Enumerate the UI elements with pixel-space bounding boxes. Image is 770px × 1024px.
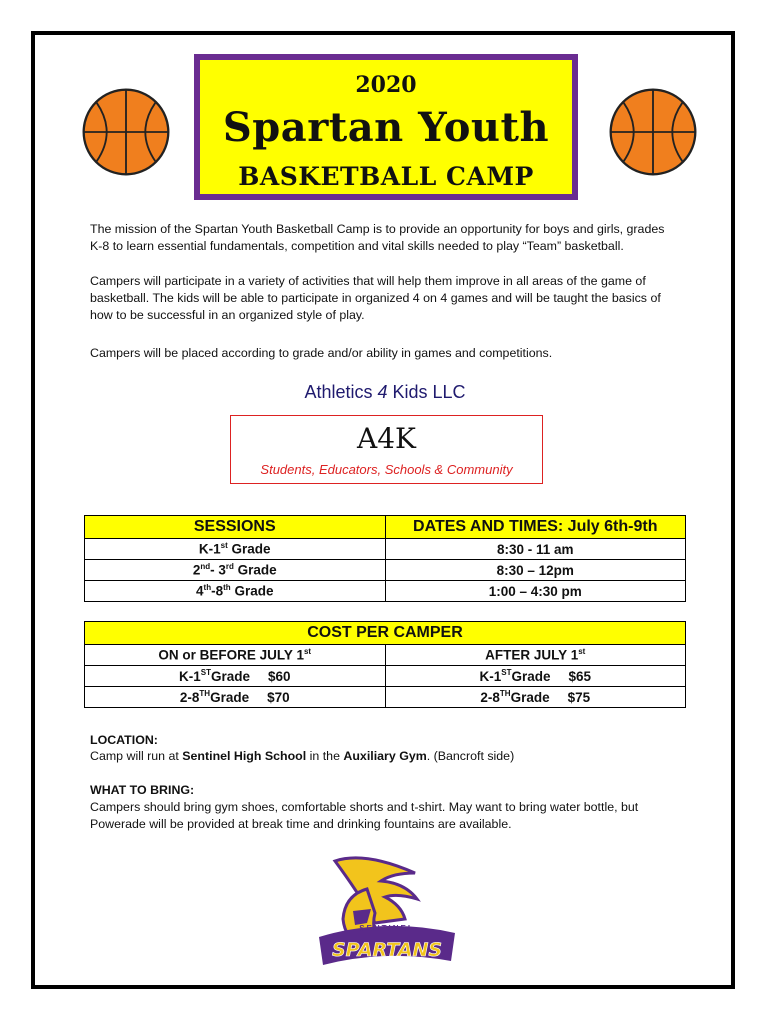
location-text-part: . (Bancroft side) [426,749,515,763]
grade-text: 2 [192,562,201,578]
grade-suffix: nd [200,562,211,572]
price-cell [85,666,386,687]
table-row [85,581,686,602]
title-banner [194,54,578,200]
date-suffix: st [578,647,586,657]
cost-column-label: AFTER JULY 1 [485,647,579,663]
location-text-part: Camp will run at [90,749,183,763]
price-value: $75 [567,689,591,705]
basketball-icon [607,86,699,178]
sponsor-heading-text: Athletics [304,382,378,402]
location-text-part: in the [306,749,344,763]
grade-text: Grade [210,689,250,705]
logo-top-text: SENTINEL [359,924,415,933]
location-gym: Auxiliary Gym [343,749,427,763]
table-row [85,666,686,687]
grade-suffix: th [223,583,231,593]
grade-text: K-1 [198,541,221,557]
cost-column-header [85,645,386,666]
bring-label: WHAT TO BRING: [90,783,195,797]
cost-column-label: ON or BEFORE JULY 1 [158,647,304,663]
sponsor-heading-text: Kids LLC [387,382,466,402]
sponsor-tagline: Students, Educators, Schools & Community [260,462,513,477]
grade-text: Grade [511,668,551,684]
grade-suffix: ST [200,668,211,678]
time-cell: 8:30 - 11 am [385,539,686,560]
spartans-logo [305,853,465,971]
sponsor-heading-number: 4 [377,382,388,402]
date-suffix: st [303,647,312,657]
price-value: $70 [267,689,290,705]
cost-column-header [385,645,686,666]
table-row [85,645,686,666]
location-school: Sentinel High School [182,749,307,763]
grade-text: Grade [210,668,250,684]
mission-paragraph: The mission of the Spartan Youth Basketball Camp is to provide an opportunity for boys and girls, grades K-8 to learn essential fundamentals, competition and vital skills needed to play “Team” basketball. [90,222,665,253]
price-cell [385,666,686,687]
table-header-row [85,622,686,645]
grade-suffix: TH [499,689,511,699]
table-row [85,687,686,708]
location-label: LOCATION: [90,733,158,747]
sessions-table [84,515,686,602]
price-value: $60 [268,668,291,684]
sponsor-logo: A4K [357,422,416,455]
activities-paragraph: Campers will participate in a variety of activities that will help them improve in all areas of the game of basketball. The kids will be able to participate in organized 4 on 4 games and will be taught the basics of how to be successful in an organized style of play. [90,274,661,322]
grade-text: -8 [211,583,224,599]
table-row [85,539,686,560]
cost-table [84,621,686,708]
sessions-header: SESSIONS [85,516,386,539]
grade-text: 2-8 [480,689,500,705]
dates-header: DATES AND TIMES: July 6th-9th [385,516,686,539]
grade-text: 4 [196,583,204,599]
grade-text: - 3 [210,562,226,578]
page-title: Spartan Youth [222,104,550,151]
grade-suffix: th [203,583,212,593]
price-cell [85,687,386,708]
grade-suffix: ST [501,668,512,678]
location-text [90,748,670,765]
grade-text: Grade [510,689,550,705]
page-subtitle: BASKETBALL CAMP [238,162,534,191]
grade-text: K-1 [479,668,502,684]
grade-text: 2-8 [179,689,200,705]
table-header-row [85,516,686,539]
bring-text: Campers should bring gym shoes, comfortable shorts and t-shirt. May want to bring water bottle, but Powerade will be provided at break time and drinking fountains are available. [90,800,639,831]
time-cell: 8:30 – 12pm [385,560,686,581]
placement-paragraph: Campers will be placed according to grade and/or ability in games and competitions. [90,346,553,360]
time-cell: 1:00 – 4:30 pm [385,581,686,602]
grade-suffix: TH [199,689,211,699]
basketball-icon [80,86,172,178]
sponsor-logo-box [230,415,543,484]
logo-main-text: SPARTANS [331,939,443,961]
grade-cell [85,560,386,581]
grade-cell [85,539,386,560]
table-row [85,560,686,581]
grade-text: Grade [233,562,277,578]
grade-text: K-1 [178,668,201,684]
grade-suffix: rd [225,562,234,572]
sponsor-heading [0,382,770,403]
grade-text: Grade [227,541,271,557]
price-cell [385,687,686,708]
title-year: 2020 [355,72,417,98]
cost-header: COST PER CAMPER [85,622,686,645]
grade-text: Grade [230,583,274,599]
grade-suffix: st [220,541,228,551]
grade-cell [85,581,386,602]
price-value: $65 [568,668,592,684]
